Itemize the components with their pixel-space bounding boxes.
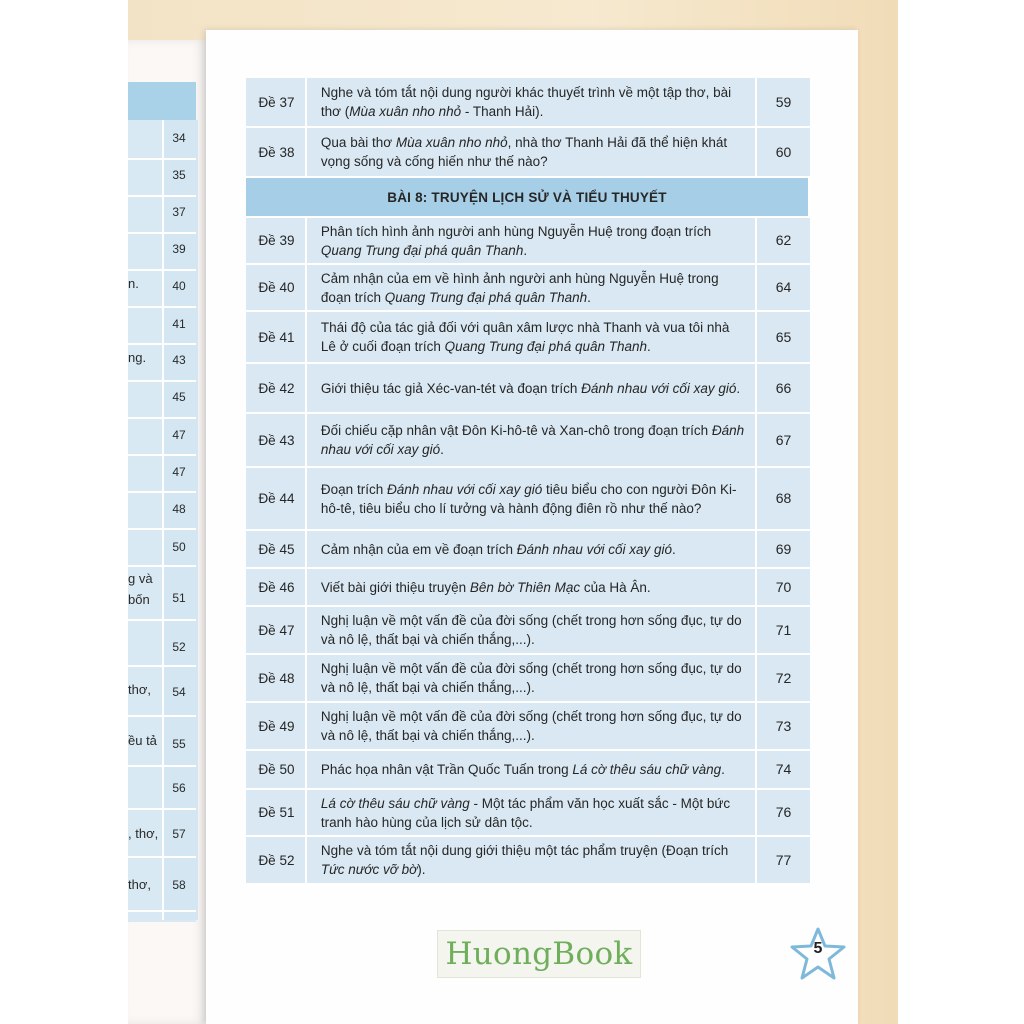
toc-row [246,78,810,128]
exercise-title [307,790,757,837]
title-text: Nghị luận về một vấn đề của đời sống (chết trong hơn sống đục, tự do và nô lệ, thất bại và chiến thắng,...). [320,613,742,647]
exercise-title [307,265,757,312]
exercise-code: Đề 44 [246,468,307,531]
left-row-divider [128,808,196,810]
toc-row [246,468,810,531]
exercise-code: Đề 50 [246,751,307,790]
exercise-page-number: 62 [757,218,810,265]
left-text-fragment: g và [128,571,153,586]
toc-row [246,703,810,751]
exercise-title [307,751,757,790]
exercise-title [307,414,757,468]
left-row-divider [128,454,196,456]
exercise-code: Đề 45 [246,531,307,569]
toc-table [246,78,810,885]
left-page-number: 54 [172,685,186,699]
work-title-italic: Lá cờ thêu sáu chữ vàng [572,762,722,777]
left-row-divider [128,491,196,493]
left-row-divider [128,380,196,382]
title-text: . [736,380,741,396]
exercise-page-number: 74 [757,751,810,790]
left-row-divider [128,269,196,271]
section-header-row [246,178,810,218]
title-text: . [672,541,676,557]
title-text: . [587,289,591,305]
left-page-number: 43 [172,353,186,367]
exercise-page-number: 73 [757,703,810,751]
left-row-divider [128,715,196,717]
left-page-number-column [162,120,198,920]
exercise-code: Đề 43 [246,414,307,468]
left-page-number: 45 [172,390,186,404]
exercise-page-number: 69 [757,531,810,569]
exercise-code: Đề 42 [246,364,307,414]
exercise-code: Đề 47 [246,607,307,655]
left-page-number: 34 [172,131,186,145]
work-title-italic: Đánh nhau với cối xay gió [386,481,543,497]
left-page-number: 52 [172,640,186,654]
title-text: ). [417,862,426,877]
toc-row [246,837,810,885]
title-text: , nhà thơ Thanh Hải đã thể hiện khát vọng sống và cống hiến như thế nào? [320,135,728,169]
title-text: . [721,762,725,777]
exercise-code: Đề 37 [246,78,307,128]
left-text-fragment: bốn [128,592,150,607]
exercise-title [307,312,757,364]
work-title-italic: Đánh nhau với cối xay gió [516,541,673,557]
toc-row [246,531,810,569]
toc-row [246,569,810,607]
exercise-page-number: 67 [757,414,810,468]
exercise-page-number: 66 [757,364,810,414]
title-text: Nghị luận về một vấn đề của đời sống (chết trong hơn sống đục, tự do và nô lệ, thất bại và chiến thắng,...). [320,661,742,695]
title-text: Đoạn trích [320,481,387,497]
toc-row [246,312,810,364]
left-text-fragment: ng. [128,350,147,365]
toc-row [246,218,810,265]
toc-row [246,751,810,790]
exercise-page-number: 71 [757,607,810,655]
left-row-divider [128,619,196,621]
toc-row [246,655,810,703]
left-page-number: 37 [172,205,186,219]
exercise-code: Đề 39 [246,218,307,265]
left-page-number: 56 [172,781,186,795]
exercise-page-number: 77 [757,837,810,885]
left-row-divider [128,306,196,308]
exercise-title [307,531,757,569]
exercise-page-number: 76 [757,790,810,837]
section-title: BÀI 8: TRUYỆN LỊCH SỬ VÀ TIỂU THUYẾT [246,178,810,218]
exercise-title [307,78,757,128]
exercise-page-number: 59 [757,78,810,128]
toc-row [246,128,810,178]
left-row-divider [128,528,196,530]
left-row-divider [128,910,196,912]
title-text: Cảm nhận của em về hình ảnh người anh hùng Nguyễn Huệ trong đoạn trích [320,270,719,305]
exercise-page-number: 72 [757,655,810,703]
toc-row [246,414,810,468]
title-text: . [523,242,528,258]
exercise-code: Đề 49 [246,703,307,751]
left-row-divider [128,856,196,858]
work-title-italic: Mùa xuân nho nhỏ [349,104,462,119]
left-page-number: 39 [172,242,186,256]
exercise-title [307,703,757,751]
title-text: Nghe và tóm tắt nội dung giới thiệu một tác phẩm truyện (Đoạn trích [320,843,729,858]
left-page-number: 48 [172,502,186,516]
title-text: Thái độ của tác giả đối với quân xâm lược nhà Thanh và vua tôi nhà Lê ở cuối đoạn trích [320,320,730,354]
exercise-title [307,128,757,178]
title-text: - Một tác phẩm văn học xuất sắc - Một bức tranh hào hùng của lịch sử dân tộc. [320,795,731,830]
exercise-title [307,218,757,265]
left-row-divider [128,765,196,767]
work-title-italic: Đánh nhau với cối xay gió [581,380,737,396]
exercise-title [307,364,757,414]
exercise-code: Đề 40 [246,265,307,312]
left-page-number: 57 [172,827,186,841]
left-row-divider [128,232,196,234]
left-text-fragment: n. [128,276,139,291]
exercise-title [307,468,757,531]
work-title-italic: Quang Trung đại phá quân Thanh [384,289,588,305]
left-page-number: 50 [172,540,186,554]
left-row-divider [128,195,196,197]
work-title-italic: Quang Trung đại phá quân Thanh [444,339,648,354]
exercise-page-number: 68 [757,468,810,531]
title-text: Nghị luận về một vấn đề của đời sống (chết trong hơn sống đục, tự do và nô lệ, thất bại và chiến thắng,...). [320,709,742,743]
title-text: - Thanh Hải). [461,104,544,119]
toc-row [246,364,810,414]
work-title-italic: Lá cờ thêu sáu chữ vàng [320,795,470,811]
left-text-fragment: thơ, [128,682,151,697]
left-page-number: 55 [172,737,186,751]
left-text-fragment: , thơ, [128,826,159,841]
left-row-divider [128,343,196,345]
exercise-page-number: 70 [757,569,810,607]
title-text: của Hà Ân. [580,579,651,595]
work-title-italic: Mùa xuân nho nhỏ [395,135,508,150]
left-page-number: 40 [172,279,186,293]
exercise-code: Đề 48 [246,655,307,703]
toc-row [246,790,810,837]
exercise-code: Đề 51 [246,790,307,837]
huongbook-logo: HuongBook [437,930,641,978]
title-text: Giới thiệu tác giả Xéc-van-tét và đoạn trích [320,380,582,396]
exercise-code: Đề 52 [246,837,307,885]
title-text: Phác họa nhân vật Trần Quốc Tuấn trong [320,762,573,777]
left-row-divider [128,565,196,567]
title-text: Viết bài giới thiệu truyện [320,579,470,595]
exercise-code: Đề 38 [246,128,307,178]
toc-row [246,607,810,655]
exercise-title [307,607,757,655]
left-text-fragment: ều tả [128,733,157,748]
work-title-italic: Đánh nhau với cối xay gió [320,423,745,457]
title-text: Cảm nhận của em về đoạn trích [320,541,517,557]
left-page-number: 41 [172,317,186,331]
left-toc-header [128,82,196,120]
work-title-italic: Quang Trung đại phá quân Thanh [320,242,524,258]
left-text-fragment: thơ, [128,877,151,892]
exercise-page-number: 64 [757,265,810,312]
work-title-italic: Tức nước vỡ bờ [320,862,418,877]
title-text: Nghe và tóm tắt nội dung người khác thuyết trình về một tập thơ, bài thơ ( [320,85,732,119]
exercise-title [307,655,757,703]
exercise-title [307,569,757,607]
left-page-number: 47 [172,428,186,442]
work-title-italic: Bên bờ Thiên Mạc [469,579,581,595]
exercise-code: Đề 46 [246,569,307,607]
left-page-number: 47 [172,465,186,479]
exercise-page-number: 60 [757,128,810,178]
exercise-code: Đề 41 [246,312,307,364]
title-text: Qua bài thơ [320,135,396,150]
left-page-number: 58 [172,878,186,892]
exercise-title [307,837,757,885]
left-row-divider [128,417,196,419]
title-text: . [647,339,651,354]
left-page-number: 51 [172,591,186,605]
title-text: Đối chiếu cặp nhân vật Đôn Ki-hô-tê và Xan-chô trong đoạn trích [320,423,712,438]
toc-row [246,265,810,312]
left-page-number: 35 [172,168,186,182]
title-text: . [440,442,444,457]
exercise-page-number: 65 [757,312,810,364]
left-row-divider [128,158,196,160]
left-row-divider [128,665,196,667]
title-text: tiêu biểu cho con người Đôn Ki-hô-tê, tiêu biểu cho lí tưởng và hành động điên rồ như thế nào? [320,481,737,516]
title-text: Phân tích hình ảnh người anh hùng Nguyễn Huệ trong đoạn trích [320,223,712,239]
page-number: 5 [813,940,823,957]
